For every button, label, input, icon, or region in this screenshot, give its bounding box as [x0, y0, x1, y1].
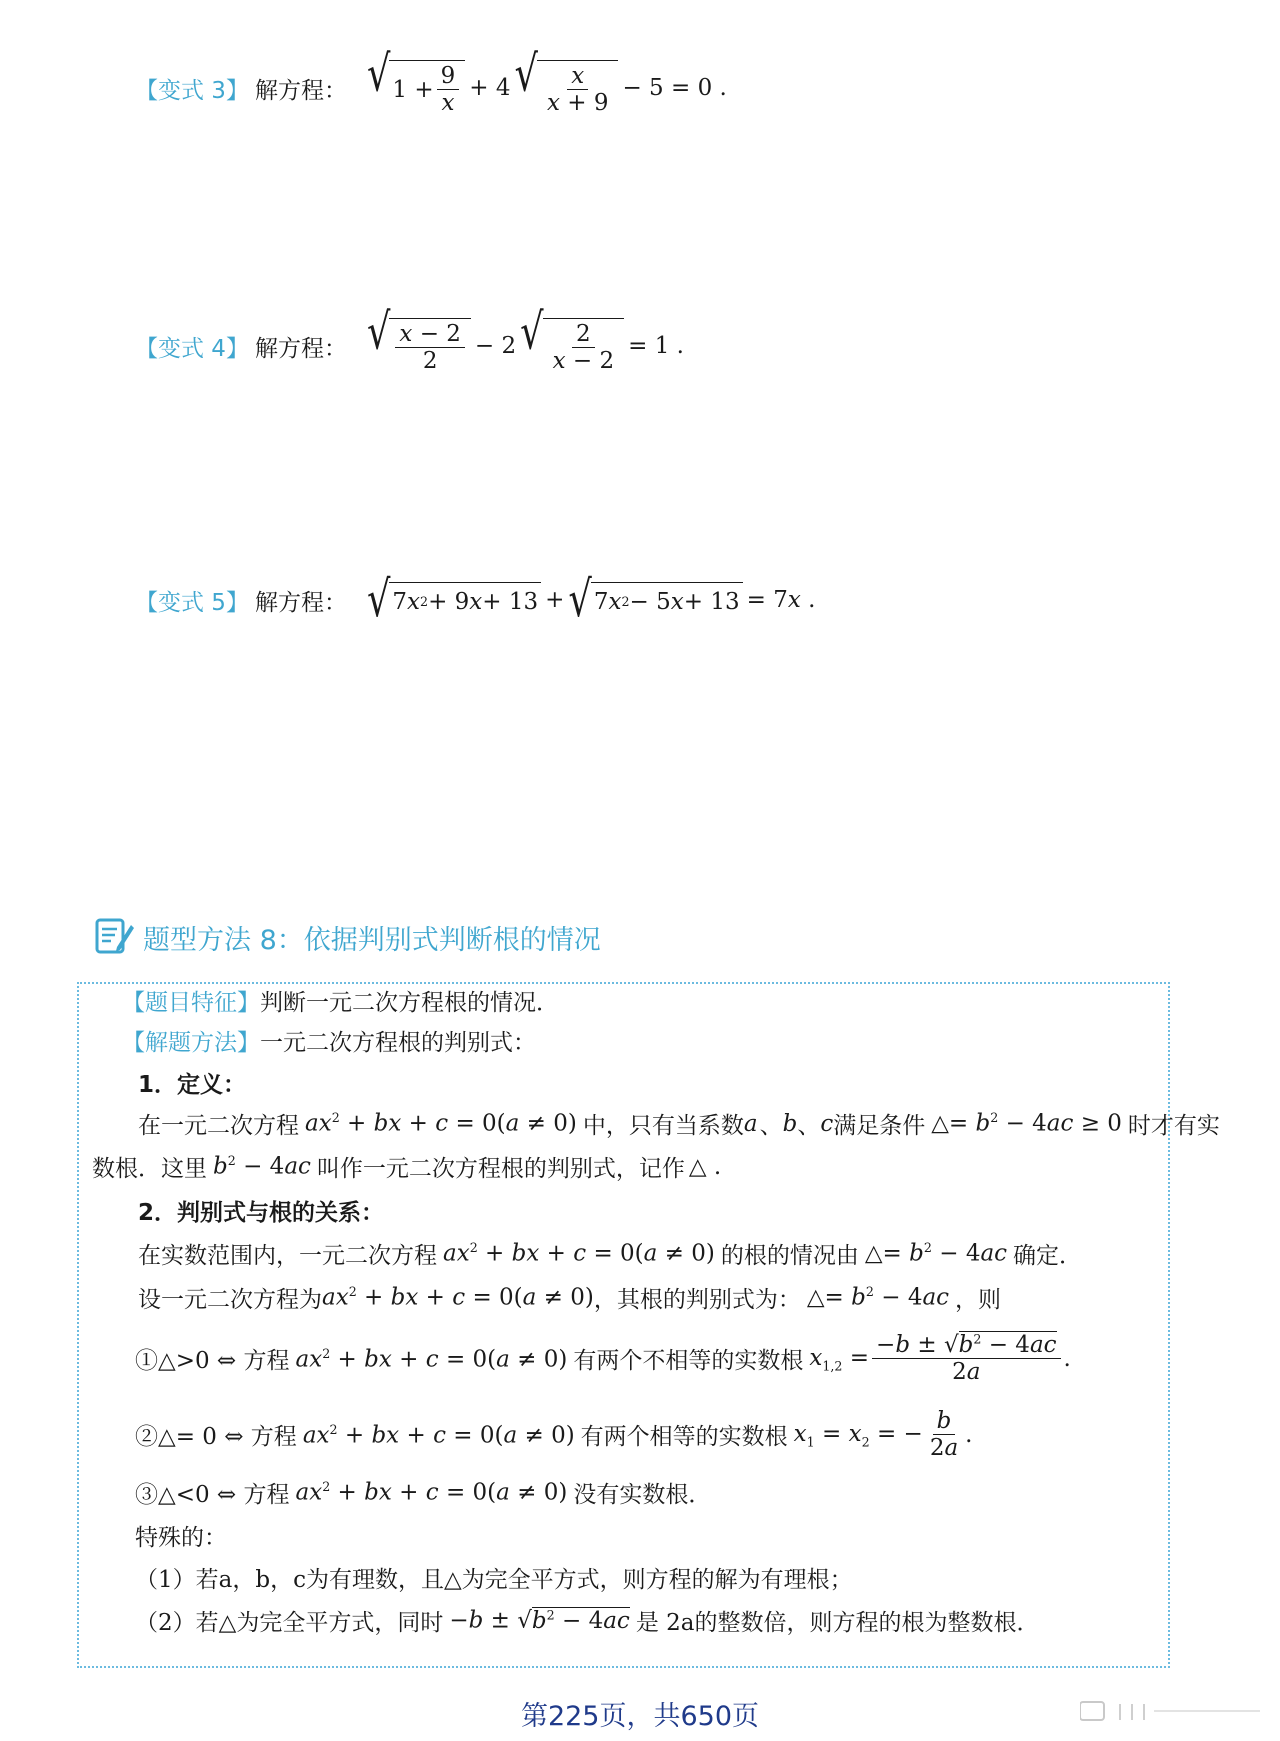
section-icon — [95, 917, 135, 955]
equation: √ 7 x 2 + 9 x + 13 + √ 7 x 2 − 5 x + 13 = 7x . — [366, 570, 816, 629]
method-line — [122, 1024, 536, 1057]
text: 在实数范围内，一元二次方程 — [138, 1243, 437, 1269]
heading-definition: 1．定义： — [138, 1072, 247, 1098]
definition-line-1: 在一元二次方程 $ax^2$ + bx + c = 0(a ≠ 0) 中，只有当系数 a 、 b 、 c 满足条件 △= $b^2 - 4ac \ge 0$ 时才有实 — [138, 1107, 1220, 1140]
page-indicator: 第225页，共650页 — [520, 1701, 760, 1732]
text: （2）若△为完全平方式，同时 — [135, 1610, 444, 1636]
text: 没有实数根． — [573, 1482, 712, 1508]
variant-tag: 【变式 5】 — [135, 589, 249, 616]
section-title: 题型方法 8：依据判别式判断根的情况 — [143, 925, 601, 956]
text: 满足条件 — [833, 1113, 926, 1139]
text: 在一元二次方程 — [138, 1113, 299, 1139]
text: 是 2a的整数倍，则方程的根为整数根． — [635, 1610, 1040, 1636]
case-2: ②△= 0 ⇔ 方程 $ax^2$ + bx + c = 0(a ≠ 0) 有两个相等的实数根 $x_1 = x_2$ = − $\frac{b}{2a}$ . — [135, 1408, 973, 1462]
setup-line: 设一元二次方程为 $ax^2$ + bx + c = 0(a ≠ 0) ，其根的判别式为： △= $b^2 - 4ac$ ，则 — [138, 1281, 1001, 1314]
text: 数根．这里 — [92, 1156, 207, 1182]
variant-prompt: 解方程： — [254, 77, 347, 104]
equation: √ 1 + $\frac{9}{x}$ + 4 √ $\frac{x}{x + 9}$ − 5 = 0 . — [366, 44, 727, 117]
feature-line — [122, 984, 559, 1017]
text: 设一元二次方程为 — [138, 1287, 322, 1313]
special-1: （1）若a，b，c为有理数，且△为完全平方式，则方程的解为有理根； — [135, 1567, 853, 1593]
feature-tag: 【题目特征】 — [122, 990, 260, 1016]
text: 有两个相等的实数根 — [580, 1424, 788, 1451]
variant-5 — [135, 570, 816, 629]
method-tag: 【解题方法】 — [122, 1030, 260, 1056]
relation-line: 在实数范围内，一元二次方程 $ax^2$ + bx + c = 0(a ≠ 0) 的根的情况由 △= $b^2 - 4ac$ 确定． — [138, 1237, 1082, 1270]
heading-relation: 2．判别式与根的关系： — [138, 1200, 385, 1226]
method-text: 一元二次方程根的判别式： — [260, 1030, 536, 1056]
text: 时才有实 — [1127, 1113, 1220, 1139]
variant-4 — [135, 302, 684, 375]
variant-tag: 【变式 4】 — [135, 335, 249, 362]
text: 中，只有当系数 — [582, 1113, 744, 1139]
case-3: ③△<0 ⇔ 方程 $ax^2$ + bx + c = 0(a ≠ 0) 没有实数根． — [135, 1476, 711, 1509]
text: ①△>0 ⇔ 方程 — [135, 1348, 290, 1375]
case-1: ①△>0 ⇔ 方程 $ax^2$ + bx + c = 0(a ≠ 0) 有两个不相等的实数根 $x_{1,2}$ = $\frac{-b \pm √b^2 - 4ac}{2a}$ . — [135, 1331, 1071, 1386]
variant-prompt: 解方程： — [254, 589, 347, 616]
special-2: （2）若△为完全平方式，同时 $-b \pm √b^2 - 4ac$ 是 2a的整数倍，则方程的根为整数根． — [135, 1604, 1039, 1637]
text: ②△= 0 ⇔ 方程 — [135, 1424, 297, 1451]
feature-text: 判断一元二次方程根的情况． — [260, 990, 559, 1016]
special-heading: 特殊的： — [135, 1525, 227, 1551]
variant-3 — [135, 44, 727, 117]
variant-prompt: 解方程： — [254, 335, 347, 362]
definition-line-2: 数根．这里 $b^2 - 4ac$ 叫作一元二次方程根的判别式，记作 △ . — [92, 1150, 721, 1183]
variant-tag: 【变式 3】 — [135, 77, 249, 104]
text: 叫作一元二次方程根的判别式，记作 — [316, 1156, 685, 1182]
text: ③△<0 ⇔ 方程 — [135, 1482, 290, 1508]
text: 的根的情况由 — [720, 1243, 859, 1269]
text: 确定． — [1013, 1243, 1083, 1269]
text: ，则 — [955, 1287, 1002, 1313]
viewer-toolbar — [1080, 1700, 1260, 1722]
text: ，其根的判别式为： — [593, 1287, 801, 1313]
equation: √ $\frac{x - 2}{2}$ − 2 √ $\frac{2}{x - 2}$ = 1 . — [366, 302, 684, 375]
text: 有两个不相等的实数根 — [573, 1348, 804, 1375]
